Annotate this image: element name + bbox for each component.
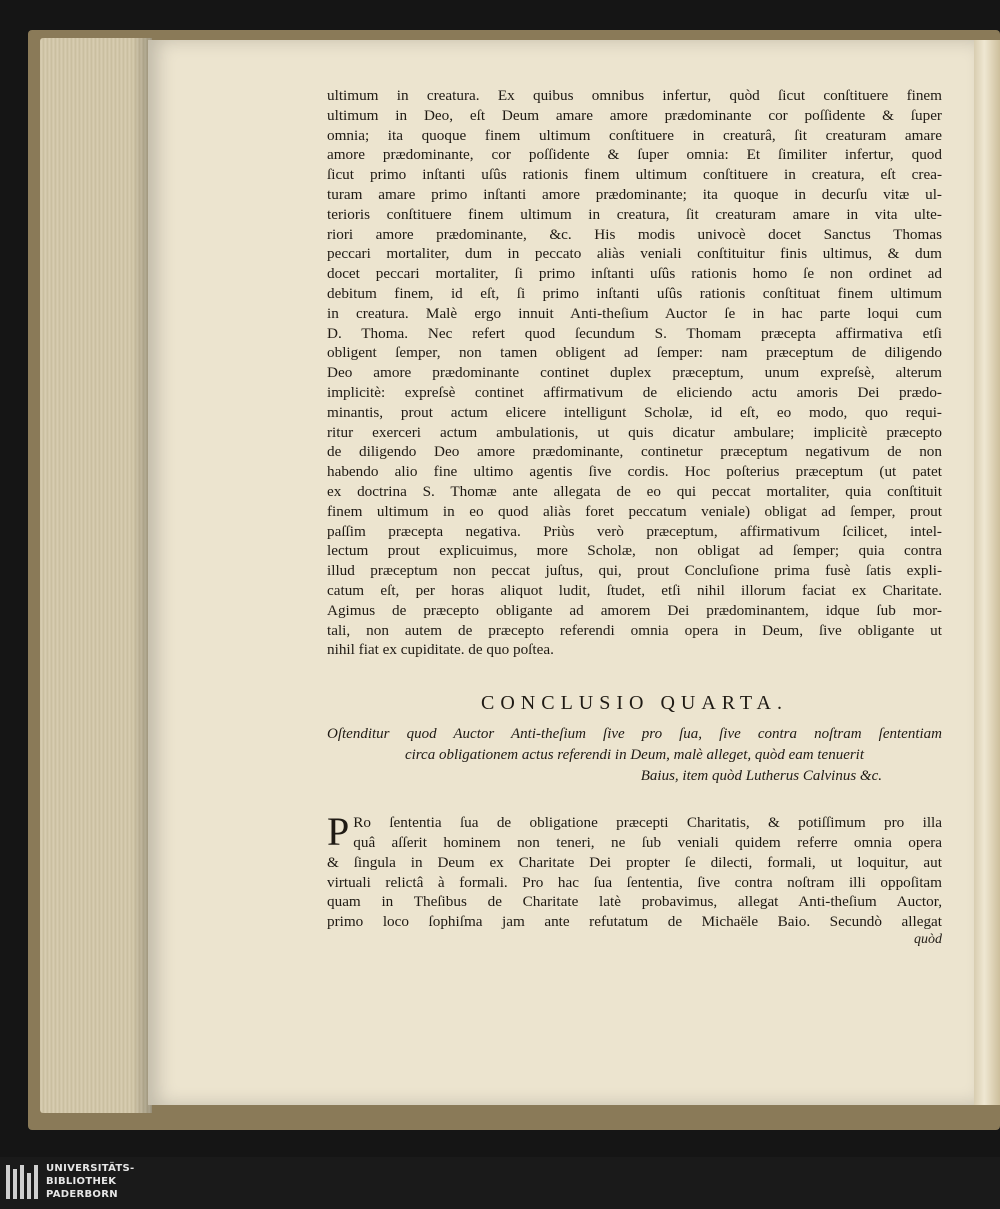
paragraph-2 (327, 809, 942, 932)
text-line: & ſingula in Deum ex Charitate Dei propter ſe dilecti, formali, ut loquitur, aut (327, 853, 942, 871)
text-line: illud præceptum non peccat juſtus, qui, prout Concluſione prima fusè ſatis expli- (327, 562, 942, 580)
text-line: D. Thoma. Nec refert quod ſecundum S. Thomam præcepta affirmativa etſi (327, 324, 942, 342)
text-line: tali, non autem de præcepto referendi omnia opera in Deum, ſive obligante ut (327, 621, 942, 639)
library-name (46, 1162, 135, 1201)
text-line: omnia; ita quoque finem ultimum conſtituere in creaturâ, ſit creaturam amare (327, 126, 942, 144)
text-line: ultimum in creatura. Ex quibus omnibus infertur, quòd ſicut conſtituere finem (327, 87, 942, 104)
text-line: ultimum in Deo, eſt Deum amare amore prædominante cor poſſidente & ſuper (327, 106, 942, 124)
text-line: virtuali relictâ à formali. Pro hac ſua ſententia, ſive contra noſtram illi oppoſitam (327, 873, 942, 891)
text-line: in creatura. Malè ergo innuit Anti-theſium Auctor ſe in hac parte loqui cum (327, 304, 942, 322)
text-line: de diligendo Deo amore prædominante, continetur præceptum negativum de non (327, 443, 942, 461)
text-line: debitum finem, id eſt, ſi primo inſtanti uſûs rationis conſtituat finem ultimum (327, 284, 942, 302)
text-line: peccari mortaliter, dum in peccato aliàs veniali conſtituitur finis ultimus, & dum (327, 245, 942, 263)
library-name-line: UNIVERSITÄTS- (46, 1163, 135, 1174)
text-line: docet peccari mortaliter, ſi primo inſtanti uſûs rationis homo ſe non ordinet ad (327, 265, 942, 283)
text-line: amore prædominante, cor poſſidente & ſuper omnia: Et ſimiliter infertur, quod (327, 146, 942, 164)
text-line: lectum prout explicuimus, more Scholæ, non obligat ad ſemper; quia contra (327, 542, 942, 560)
summary-line: Baius, item quòd Lutherus Calvinus &c. (640, 768, 882, 785)
paragraph-1 (327, 86, 942, 660)
text-line: terioris conſtituere finem ultimum in creatura, ſit creaturam amare in vita ulte- (327, 205, 942, 223)
text-line: quam in Theſibus de Charitate latè probavimus, allegat Anti-theſium Auctor, (327, 893, 942, 911)
text-line: Agimus de præcepto obligante ad amorem Dei prædominantem, idque ſub mor- (327, 601, 942, 619)
text-line: obligent ſemper, non tamen obligent ad ſemper: nam præceptum de diligendo (327, 344, 942, 362)
library-name-line: BIBLIOTHEK (46, 1176, 117, 1187)
catchword: quòd (914, 932, 942, 947)
text-line: ſicut primo inſtanti uſûs rationis finem ultimum conſtituere in creatura, eſt crea- (327, 166, 942, 184)
text-line: implicitè: expreſsè continet affirmativum de eliciendo actu amoris Dei prædo- (327, 383, 942, 401)
section-heading: CONCLUSIO QUARTA. (481, 692, 788, 715)
text-line: turam amare primo inſtanti amore prædominante; ita quoque in decurſu vitæ ul- (327, 185, 942, 203)
text-line: finem ultimum in eo quod aliàs foret peccatum veniale) obligat ad ſemper, prout (327, 502, 942, 520)
summary-line: Oſtenditur quod Auctor Anti-theſium ſive pro ſua, ſive contra noſtram ſententiam (327, 726, 942, 743)
text-line: riori amore prædominante, &c. His modis univocè docet Sanctus Thomas (327, 225, 942, 243)
page-edges (40, 38, 152, 1113)
text-line: paſſim præcepta negativa. Priùs verò præceptum, affirmativum ſcilicet, intel- (327, 522, 942, 540)
text-line: quâ aſſerit hominem non teneri, ne ſub veniali quidem referre omnia opera (353, 833, 942, 851)
library-name-line: PADERBORN (46, 1189, 118, 1200)
library-logo-icon (6, 1165, 38, 1199)
text-line: ritur exerceri actum ambulationis, ut quis dicatur ambulare; implicitè præcepto (327, 423, 942, 441)
section-summary (327, 724, 942, 787)
paragraph-2-lines (327, 809, 942, 932)
text-line: minantis, prout actum elicere intelligunt Scholæ, id eſt, eo modo, quo requi- (327, 403, 942, 421)
footer-bar (0, 1157, 1000, 1209)
text-line: habendo alio fine ultimo agentis ſive cordis. Hoc poſterius præceptum (ut patet (327, 463, 942, 481)
text-line: Deo amore prædominante continet duplex præceptum, unum expreſsè, alterum (327, 364, 942, 382)
text-line: primo loco ſophiſma jam ante refutatum de Michaële Baio. Secundò allegat (327, 913, 942, 931)
right-page-edge (974, 40, 1000, 1105)
summary-line: circa obligationem actus referendi in Deum, malè alleget, quòd eam tenuerit (404, 747, 865, 764)
text-line: nihil fiat ex cupiditate. de quo poſtea. (327, 641, 554, 659)
text-line: catum eſt, per horas aliquot ludit, ſtudet, etſi nihil illorum faciat ex Charitate. (327, 581, 942, 599)
text-line: Ro ſententia ſua de obligatione præcepti Charitatis, & potiſſimum pro illa (353, 814, 942, 832)
text-line: ex doctrina S. Thomæ ante allegata de eo qui peccat mortaliter, quia conſtituit (327, 482, 942, 500)
page-text (327, 86, 942, 932)
drop-cap: P (327, 809, 350, 855)
